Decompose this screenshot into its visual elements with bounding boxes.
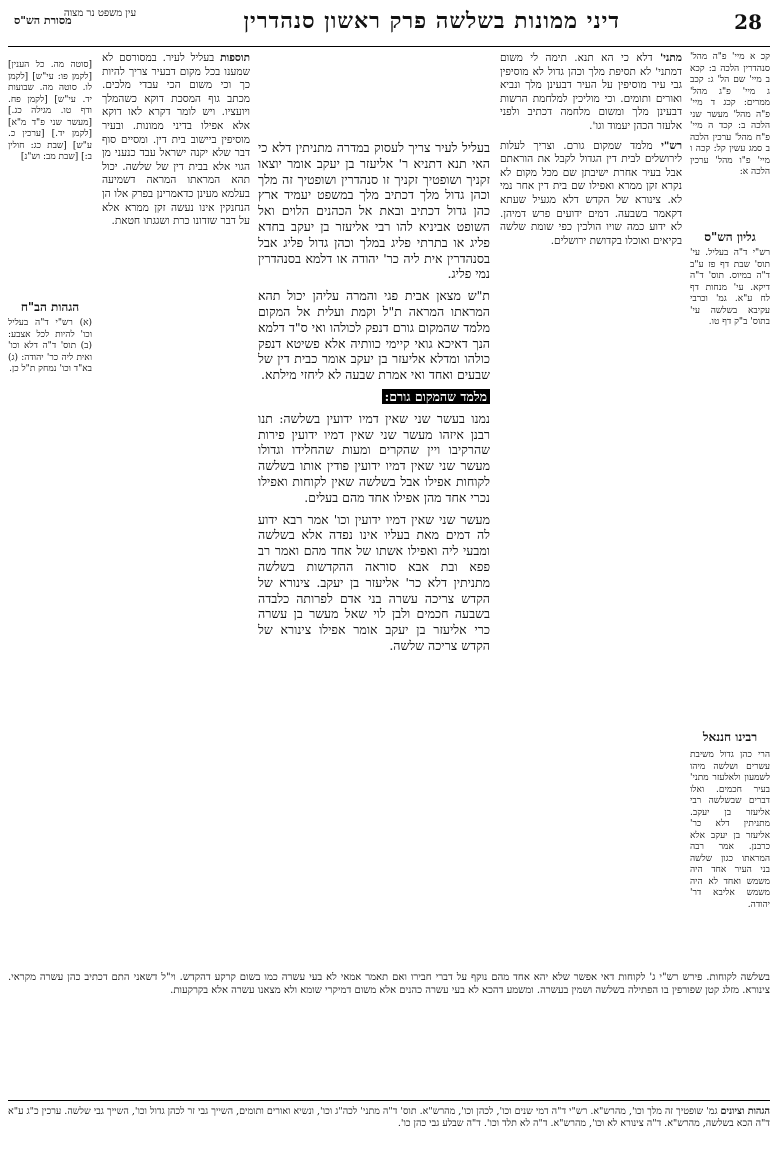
gemara-column (258, 140, 490, 960)
gilyon-title: גליון הש"ס (704, 230, 756, 244)
tosafot-column (102, 52, 250, 772)
gemara-text-2: ת"ש מצאן אבית פגי והמרה עליהן יכול תהא המראתו המראה ת"ל וקמת ועלית אל המקום מלמד שהמקום גורם דנפק לכולהו ואי ס"ד דלמא הנך דאיכא גואי קיימי כוותיה אלא פשיטא דנפק כולהו ומדלא אליעזר בן יעקב אומר כבית דין של שבעים ואחד ואי אמרת שבעה לא ליחזי מילתא. (258, 288, 490, 383)
tosafot-text: בעליל לעיר. במסורסם לא שמענו בכל מקום דבעיר צריך להיות כך וכי משום הכי עבדי מלכים. מכתב גוף המסכת דוקא כשהמלך ויועציו. ויש לומר דקרא לאו דוקא אלא אפילו בדיני ממונות. ובעיר מוסיפין ביישוב בית דין. ומסיים סוף דבר שלא יקנה ישראל עבד כנעני מן הגוי אלא בבית דין של שלשה. יכול תהא המראתו המראה דשמיעה בעלמא מעינן כדאמרינן בפרק אלו הן הנחנקין אינו נעשה זקן ממרא אלא על דבר שזדונו כרת ושגגתו חטאת. (102, 52, 250, 228)
mishnah-lead: מתני' (659, 52, 682, 64)
hagahot-habach-text: (א) רש"י ד"ה בעליל וכו' להיות לכל אצבע: (ב) תוס' ד"ה דלא וכו' ואית ליה כר' יהודה: (ג) בא"ד וכו' נמחק ת"ל כן. (8, 318, 92, 374)
rabbeinu-chananel-column (690, 750, 770, 955)
ein-mishpat-column (690, 52, 770, 222)
page-number: 28 (734, 10, 762, 34)
footer-divider (8, 1100, 770, 1101)
gemara-text-3: נמנו בעשר שני שאין דמיו ידועין בשלשה: תנו רבנן איזהו מעשר שני שאין דמיו ידועין פירות שהרקיבו ויין שהקרים ומעות שהחלידו וגדולו מעשר שני שאין דמיו ידועין פודין אותו בשלשה לקוחות אפילו אבל בשלשה שאין לקוחות ואפילו נכרי אחד מהן אפילו אחד מהם בעלים. (258, 410, 490, 505)
hagahot-habach-column (8, 318, 92, 458)
page-header (8, 6, 770, 47)
page-title: דיני ממונות בשלשה פרק ראשון סנהדרין (243, 8, 620, 34)
footer-notes (8, 1106, 770, 1162)
tosafot-title: תוספות (220, 52, 250, 64)
ein-mishpat-text: קכ א מיי' פ"ה מהל' סנהדרין הלכה ב: קכא ב מיי' שם הל' ג: קכב ג מיי' פ"ג מהל' ממרים: קכג ד מיי' פ"ה מהל' מעשר שני הלכה ב: קכד ה מיי' פ"ח מהל' ערכין הלכה ב סמג עשין קל: קכה ו מיי' פ"ו מהל' ערכין הלכה א: (690, 52, 770, 177)
footer-text: גמ' שופטיך זה מלך וכו', מהרש"א. רש"י ד"ה דמי שנים וכו', לכהן וכו', מהרש"א. תוס' ד"ה מתני' לכה"ג וכו', ונשיא ואורים ותומים, השייך גבי זר לכהן גדול וכו', השייך גבי שלשה. ערכין כ"ג ע"א ד"ה הכא בשלשה, מהרש"א. ד"ה צינורא לא וכו', מהרש"א. ד"ה לא תלד וכו'. ד"ה שבלע גבי כהן כו'. (8, 1106, 770, 1129)
masoret-text: [סוטה מה. כל הענין] [לקמן פו: עי"ש] [לקמן לו. סוטה מה. שבועות יד. עי"ש] [לקמן פח. ודף טו. מגילה כג.] [מעשר שני פ"ד מ"א] [לקמן יד.] [ערכין כ. ע"ש] [שבת כג: חולין ב:] [שבת מב: וש"נ] (8, 60, 92, 162)
masoret-header: מסורת הש"ס (14, 14, 72, 27)
mishnah-text: דלא כי הא תנא. תימה לי משום דמתני' לא תסיפת מלך וכהן גדול לא מוסיפין גבי עיר מוסיפין על העיר דבעינן מלך ונביא ואורים ותומים. וכי מוליכין למלחמת הרשות דבעינן מלך ומשום מלחמה דכתיב ולפני אלעזר הכהן יעמוד וגו'. (500, 52, 682, 132)
bottom-tosafot (8, 972, 770, 1092)
bottom-tosafot-text: בשלשה לקוחות. פירש רש"י ג' לקוחות דאי אפשר שלא יהא אחד מהם נוקף על דברי חבירו ואם תאמר אמאי לא בעי עשרה כמו בשום קרקע דהקדש. וי"ל דשאני התם דכתיב כהן עשרה מקראי. צינורא. מזלג קטן שפורפין בו הפתילה בשלשה ושמין בעשרה. ומשמע דהכא לא בעי עשרה כהנים אלא משום דמיקרי שומא ולא מצאנו עשרה אלא בקרקעות. (8, 972, 770, 996)
rashi-column (500, 52, 682, 712)
gemara-text-1: בעליל לעיר צריך לעסוק במדרה מתניתין דלא כי האי תנא דתניא ר' אליעזר בן יעקב אומר יוצאו זקניך ושופטיך זקניך זו סנהדרין ושופטיך זה מלך וכהן גדול מלך דכתיב מלך במשפט יעמיד ארץ כהן גדול דכתיב ובאת אל הכהנים הלוים ואל השופט אביניא להו רבי אליעזר בן יעקב בחדא פליג או בתרתי פליג במלך וכהן גדול פליג אבל בסנהדרין אית ליה כר' יהודה או דלמא בסנהדרין נמי פליג. (258, 140, 490, 282)
rashi-title: רש"י (661, 139, 682, 152)
gemara-text-4: מעשר שני שאין דמיו ידועין וכו' אמר רבא ידוע לה דמים מאת בעליו אינו נפדה אלא בשלשה ומבעי ליה ואפילו אשתו של אחד מהם ואמר רב פפא ובת אבא סוראה ההקדשות בשלשה מתניתין דלא כר' אליעזר בן יעקב. צינורא של הקדש צריכה עשרה בני אדם לפרותה כלבדה בשבעה חכמים ולבן לוי שאל מעשר בן עשרה כרי אליעזר בן יעקב אומר אפילו צינורא של הקדש צריכה שלשה. (258, 511, 490, 653)
rashi-text: מלמד שמקום גורם. וצריך לעלות לירושלים לבית דין הגדול לקבל את הוראתם אבל בעיר אחרת ישיבתן שם מכל מקום לא נקרא זקן ממרא ואפילו שם בית דין אחר נמי לא. צינורא של הקדש דלא מגעיל שעתא דקאמר בשבעה. דמים ידועים פרש דמיהן. לא ידוע כמה שויו הולכין כפי שומת שלשה בקיאים ואוכלו בקדושת ירושלים. (500, 139, 682, 247)
rabbeinu-chananel-title: רבינו חננאל (702, 730, 758, 744)
rabbeinu-chananel-text: הרי כהן גדול משיבת עשרים ושלשה מיהו לשמעון ולאלעזר מתני' בעיר חכמים. ואלו דברים שבשלשה רבי אליעזר בן יעקב. מתניתין דלא כר' אליעזר בן יעקב אלא כרבנן. אמר רבה המראתו כגון שלשה בני העיר אחד היה משמש ואחד לא היה משמש אליבא דר' יהודה. (690, 750, 770, 910)
hagahot-habach-title: הגהות הב"ח (20, 300, 80, 314)
footer-label: הגהות וציונים (720, 1106, 770, 1117)
highlighted-phrase: מלמד שהמקום גורם: (382, 389, 490, 404)
ein-mishpat-header: עין משפט נר מצוה (63, 8, 137, 19)
gilyon-text: רש"י ד"ה בעליל. עי' תוס' שבת דף פז ע"ב ד"ה במיוס. תוס' ד"ה דיקא. עי' מנחות דף לח ע"א. גמ' וכרבי עקיבא בשלשה עי' בתוס' ב"ק דף טו. (690, 248, 770, 327)
gilyon-column (690, 248, 770, 378)
